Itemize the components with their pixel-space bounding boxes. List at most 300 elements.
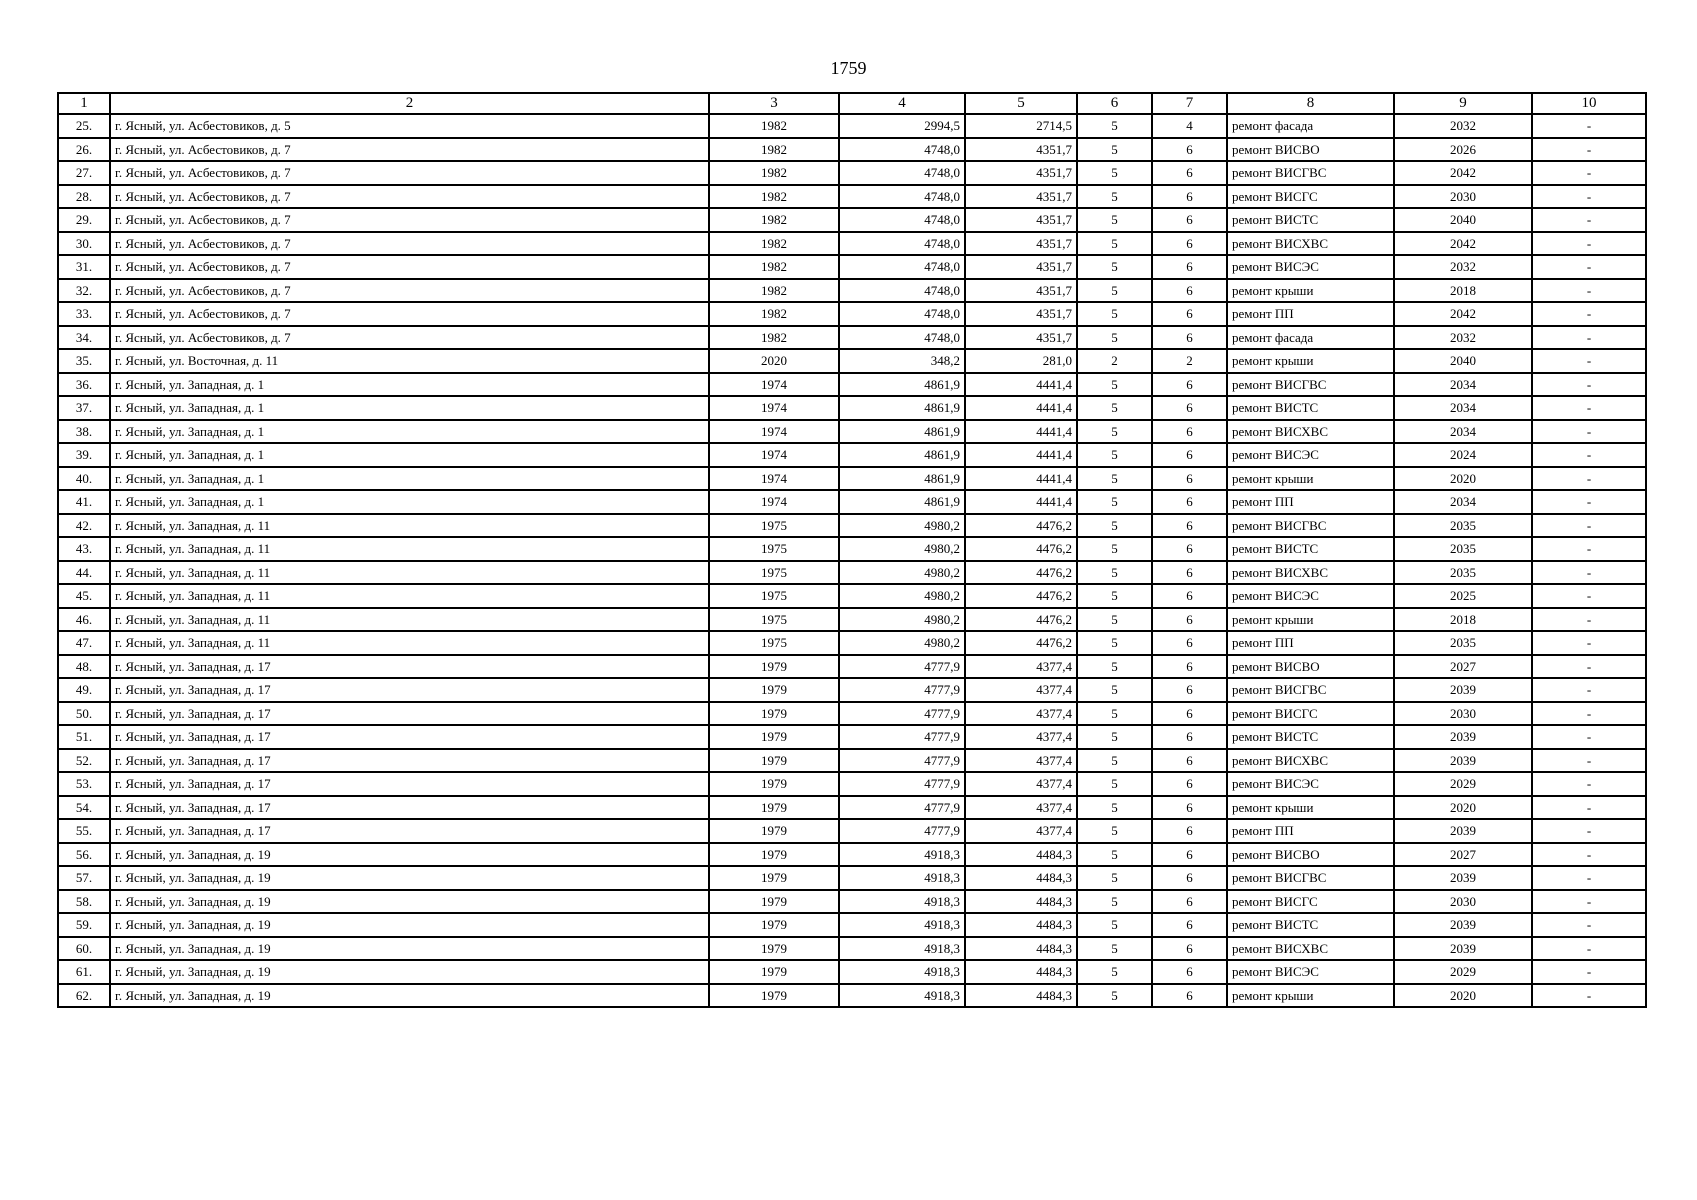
table-row (58, 467, 1646, 491)
cell-note: - (1532, 514, 1646, 538)
cell-entrances: 6 (1152, 396, 1227, 420)
cell-note: - (1532, 913, 1646, 937)
cell-work-type: ремонт крыши (1227, 608, 1394, 632)
cell-floors: 2 (1077, 349, 1152, 373)
cell-address: г. Ясный, ул. Асбестовиков, д. 7 (110, 279, 709, 303)
cell-build-year: 1974 (709, 420, 839, 444)
cell-planned-year: 2018 (1394, 608, 1532, 632)
cell-planned-year: 2042 (1394, 161, 1532, 185)
cell-living-area: 4351,7 (965, 302, 1077, 326)
cell-total-area: 2994,5 (839, 114, 965, 138)
column-header-5: 5 (965, 93, 1077, 114)
cell-note: - (1532, 843, 1646, 867)
cell-total-area: 4748,0 (839, 302, 965, 326)
cell-build-year: 1974 (709, 373, 839, 397)
cell-living-area: 4484,3 (965, 866, 1077, 890)
cell-entrances: 6 (1152, 913, 1227, 937)
cell-entrances: 2 (1152, 349, 1227, 373)
cell-entrances: 6 (1152, 302, 1227, 326)
cell-planned-year: 2040 (1394, 349, 1532, 373)
cell-planned-year: 2039 (1394, 866, 1532, 890)
cell-living-area: 4377,4 (965, 772, 1077, 796)
cell-build-year: 1982 (709, 326, 839, 350)
cell-total-area: 4777,9 (839, 819, 965, 843)
cell-total-area: 4918,3 (839, 984, 965, 1008)
column-header-2: 2 (110, 93, 709, 114)
cell-build-year: 1979 (709, 937, 839, 961)
cell-note: - (1532, 279, 1646, 303)
table-row (58, 396, 1646, 420)
cell-work-type: ремонт ПП (1227, 302, 1394, 326)
cell-living-area: 4377,4 (965, 678, 1077, 702)
cell-entrances: 6 (1152, 655, 1227, 679)
cell-build-year: 1982 (709, 138, 839, 162)
cell-work-type: ремонт ВИСХВС (1227, 561, 1394, 585)
cell-build-year: 1979 (709, 678, 839, 702)
cell-work-type: ремонт ВИСГС (1227, 185, 1394, 209)
cell-note: - (1532, 138, 1646, 162)
table-row (58, 584, 1646, 608)
cell-note: - (1532, 678, 1646, 702)
cell-note: - (1532, 326, 1646, 350)
cell-note: - (1532, 373, 1646, 397)
cell-floors: 5 (1077, 537, 1152, 561)
cell-build-year: 1979 (709, 913, 839, 937)
cell-total-area: 4918,3 (839, 843, 965, 867)
cell-entrances: 6 (1152, 843, 1227, 867)
cell-note: - (1532, 467, 1646, 491)
table-row (58, 960, 1646, 984)
cell-work-type: ремонт ВИСГС (1227, 890, 1394, 914)
cell-note: - (1532, 584, 1646, 608)
cell-total-area: 4748,0 (839, 255, 965, 279)
cell-row-number: 32. (58, 279, 110, 303)
cell-planned-year: 2026 (1394, 138, 1532, 162)
cell-work-type: ремонт крыши (1227, 796, 1394, 820)
cell-planned-year: 2039 (1394, 819, 1532, 843)
cell-floors: 5 (1077, 772, 1152, 796)
cell-living-area: 4441,4 (965, 490, 1077, 514)
cell-note: - (1532, 655, 1646, 679)
cell-total-area: 4980,2 (839, 514, 965, 538)
cell-total-area: 4918,3 (839, 960, 965, 984)
table-row (58, 725, 1646, 749)
cell-floors: 5 (1077, 866, 1152, 890)
cell-build-year: 1974 (709, 467, 839, 491)
cell-floors: 5 (1077, 608, 1152, 632)
cell-build-year: 1974 (709, 396, 839, 420)
cell-row-number: 46. (58, 608, 110, 632)
cell-work-type: ремонт крыши (1227, 984, 1394, 1008)
cell-planned-year: 2034 (1394, 490, 1532, 514)
cell-row-number: 62. (58, 984, 110, 1008)
column-header-7: 7 (1152, 93, 1227, 114)
cell-living-area: 4377,4 (965, 725, 1077, 749)
table-row (58, 537, 1646, 561)
cell-planned-year: 2035 (1394, 561, 1532, 585)
cell-planned-year: 2042 (1394, 232, 1532, 256)
cell-address: г. Ясный, ул. Западная, д. 1 (110, 467, 709, 491)
cell-total-area: 4777,9 (839, 749, 965, 773)
cell-floors: 5 (1077, 584, 1152, 608)
cell-row-number: 27. (58, 161, 110, 185)
cell-floors: 5 (1077, 279, 1152, 303)
cell-living-area: 4377,4 (965, 749, 1077, 773)
cell-row-number: 43. (58, 537, 110, 561)
cell-row-number: 58. (58, 890, 110, 914)
cell-entrances: 6 (1152, 420, 1227, 444)
cell-work-type: ремонт ВИСЭС (1227, 772, 1394, 796)
cell-planned-year: 2039 (1394, 749, 1532, 773)
cell-note: - (1532, 185, 1646, 209)
cell-planned-year: 2039 (1394, 725, 1532, 749)
cell-entrances: 6 (1152, 232, 1227, 256)
cell-row-number: 31. (58, 255, 110, 279)
table-row (58, 279, 1646, 303)
cell-total-area: 4980,2 (839, 608, 965, 632)
cell-floors: 5 (1077, 913, 1152, 937)
cell-floors: 5 (1077, 514, 1152, 538)
cell-note: - (1532, 396, 1646, 420)
cell-floors: 5 (1077, 208, 1152, 232)
cell-work-type: ремонт ВИСГВС (1227, 161, 1394, 185)
cell-work-type: ремонт ВИСВО (1227, 138, 1394, 162)
cell-entrances: 6 (1152, 326, 1227, 350)
cell-entrances: 6 (1152, 608, 1227, 632)
cell-build-year: 1982 (709, 302, 839, 326)
cell-row-number: 48. (58, 655, 110, 679)
cell-living-area: 4377,4 (965, 702, 1077, 726)
cell-note: - (1532, 702, 1646, 726)
cell-entrances: 6 (1152, 866, 1227, 890)
cell-living-area: 4351,7 (965, 208, 1077, 232)
cell-planned-year: 2020 (1394, 984, 1532, 1008)
cell-build-year: 1974 (709, 443, 839, 467)
cell-planned-year: 2029 (1394, 960, 1532, 984)
cell-floors: 5 (1077, 302, 1152, 326)
cell-note: - (1532, 796, 1646, 820)
table-row (58, 796, 1646, 820)
cell-work-type: ремонт ВИСХВС (1227, 420, 1394, 444)
cell-note: - (1532, 537, 1646, 561)
cell-entrances: 6 (1152, 443, 1227, 467)
cell-floors: 5 (1077, 114, 1152, 138)
cell-work-type: ремонт ВИСГВС (1227, 866, 1394, 890)
cell-work-type: ремонт крыши (1227, 279, 1394, 303)
table-row (58, 185, 1646, 209)
cell-entrances: 6 (1152, 185, 1227, 209)
cell-entrances: 6 (1152, 514, 1227, 538)
cell-planned-year: 2035 (1394, 537, 1532, 561)
cell-entrances: 6 (1152, 725, 1227, 749)
cell-note: - (1532, 749, 1646, 773)
cell-row-number: 42. (58, 514, 110, 538)
cell-floors: 5 (1077, 467, 1152, 491)
cell-row-number: 49. (58, 678, 110, 702)
cell-floors: 5 (1077, 960, 1152, 984)
cell-work-type: ремонт ВИСТС (1227, 537, 1394, 561)
table-row (58, 326, 1646, 350)
cell-total-area: 4777,9 (839, 725, 965, 749)
cell-entrances: 6 (1152, 960, 1227, 984)
cell-build-year: 1979 (709, 702, 839, 726)
cell-living-area: 4484,3 (965, 960, 1077, 984)
cell-work-type: ремонт ВИСТС (1227, 208, 1394, 232)
cell-build-year: 1979 (709, 819, 839, 843)
table-row (58, 208, 1646, 232)
cell-address: г. Ясный, ул. Западная, д. 17 (110, 678, 709, 702)
cell-row-number: 30. (58, 232, 110, 256)
cell-address: г. Ясный, ул. Западная, д. 19 (110, 890, 709, 914)
cell-entrances: 6 (1152, 749, 1227, 773)
table-row (58, 114, 1646, 138)
cell-address: г. Ясный, ул. Западная, д. 11 (110, 561, 709, 585)
cell-work-type: ремонт крыши (1227, 349, 1394, 373)
cell-build-year: 1975 (709, 537, 839, 561)
cell-living-area: 4377,4 (965, 819, 1077, 843)
cell-row-number: 60. (58, 937, 110, 961)
table-row (58, 937, 1646, 961)
cell-build-year: 1982 (709, 232, 839, 256)
cell-total-area: 4777,9 (839, 702, 965, 726)
cell-planned-year: 2034 (1394, 420, 1532, 444)
column-header-10: 10 (1532, 93, 1646, 114)
cell-work-type: ремонт ВИСТС (1227, 913, 1394, 937)
cell-note: - (1532, 984, 1646, 1008)
cell-living-area: 4351,7 (965, 232, 1077, 256)
table-row (58, 913, 1646, 937)
cell-total-area: 4748,0 (839, 279, 965, 303)
cell-work-type: ремонт фасада (1227, 326, 1394, 350)
cell-work-type: ремонт ВИСВО (1227, 843, 1394, 867)
cell-address: г. Ясный, ул. Западная, д. 19 (110, 937, 709, 961)
cell-entrances: 6 (1152, 561, 1227, 585)
cell-address: г. Ясный, ул. Восточная, д. 11 (110, 349, 709, 373)
cell-living-area: 2714,5 (965, 114, 1077, 138)
cell-total-area: 4861,9 (839, 443, 965, 467)
cell-work-type: ремонт ВИСЭС (1227, 443, 1394, 467)
cell-planned-year: 2034 (1394, 373, 1532, 397)
cell-living-area: 4484,3 (965, 890, 1077, 914)
cell-floors: 5 (1077, 255, 1152, 279)
cell-planned-year: 2035 (1394, 631, 1532, 655)
cell-address: г. Ясный, ул. Западная, д. 17 (110, 819, 709, 843)
table-row (58, 561, 1646, 585)
cell-address: г. Ясный, ул. Западная, д. 11 (110, 584, 709, 608)
table-row (58, 514, 1646, 538)
cell-note: - (1532, 960, 1646, 984)
cell-entrances: 6 (1152, 584, 1227, 608)
cell-address: г. Ясный, ул. Асбестовиков, д. 5 (110, 114, 709, 138)
cell-row-number: 51. (58, 725, 110, 749)
cell-row-number: 35. (58, 349, 110, 373)
cell-work-type: ремонт ПП (1227, 631, 1394, 655)
table-row (58, 349, 1646, 373)
cell-row-number: 40. (58, 467, 110, 491)
cell-planned-year: 2039 (1394, 678, 1532, 702)
cell-planned-year: 2018 (1394, 279, 1532, 303)
table-row (58, 890, 1646, 914)
cell-total-area: 348,2 (839, 349, 965, 373)
cell-entrances: 6 (1152, 467, 1227, 491)
cell-build-year: 1982 (709, 279, 839, 303)
cell-build-year: 1982 (709, 161, 839, 185)
cell-floors: 5 (1077, 655, 1152, 679)
cell-address: г. Ясный, ул. Асбестовиков, д. 7 (110, 255, 709, 279)
cell-living-area: 4351,7 (965, 185, 1077, 209)
cell-note: - (1532, 161, 1646, 185)
cell-living-area: 4351,7 (965, 279, 1077, 303)
cell-build-year: 1982 (709, 255, 839, 279)
cell-row-number: 44. (58, 561, 110, 585)
cell-entrances: 6 (1152, 208, 1227, 232)
cell-planned-year: 2025 (1394, 584, 1532, 608)
cell-floors: 5 (1077, 819, 1152, 843)
cell-address: г. Ясный, ул. Асбестовиков, д. 7 (110, 161, 709, 185)
cell-planned-year: 2020 (1394, 467, 1532, 491)
cell-row-number: 36. (58, 373, 110, 397)
cell-row-number: 57. (58, 866, 110, 890)
cell-entrances: 6 (1152, 937, 1227, 961)
cell-row-number: 41. (58, 490, 110, 514)
cell-living-area: 281,0 (965, 349, 1077, 373)
cell-address: г. Ясный, ул. Западная, д. 11 (110, 537, 709, 561)
cell-living-area: 4476,2 (965, 537, 1077, 561)
cell-build-year: 1979 (709, 890, 839, 914)
table-row (58, 255, 1646, 279)
cell-work-type: ремонт ВИСЭС (1227, 255, 1394, 279)
cell-build-year: 1975 (709, 631, 839, 655)
table-row (58, 843, 1646, 867)
cell-planned-year: 2035 (1394, 514, 1532, 538)
cell-floors: 5 (1077, 138, 1152, 162)
cell-planned-year: 2020 (1394, 796, 1532, 820)
column-header-9: 9 (1394, 93, 1532, 114)
cell-address: г. Ясный, ул. Западная, д. 17 (110, 749, 709, 773)
cell-total-area: 4980,2 (839, 584, 965, 608)
cell-row-number: 39. (58, 443, 110, 467)
column-header-4: 4 (839, 93, 965, 114)
cell-build-year: 1974 (709, 490, 839, 514)
cell-floors: 5 (1077, 725, 1152, 749)
cell-floors: 5 (1077, 443, 1152, 467)
cell-entrances: 6 (1152, 255, 1227, 279)
cell-note: - (1532, 608, 1646, 632)
cell-total-area: 4748,0 (839, 208, 965, 232)
cell-planned-year: 2027 (1394, 843, 1532, 867)
cell-living-area: 4351,7 (965, 255, 1077, 279)
cell-note: - (1532, 490, 1646, 514)
cell-work-type: ремонт ПП (1227, 819, 1394, 843)
cell-address: г. Ясный, ул. Западная, д. 17 (110, 772, 709, 796)
cell-work-type: ремонт ПП (1227, 490, 1394, 514)
cell-row-number: 55. (58, 819, 110, 843)
cell-address: г. Ясный, ул. Западная, д. 1 (110, 396, 709, 420)
cell-address: г. Ясный, ул. Асбестовиков, д. 7 (110, 302, 709, 326)
cell-planned-year: 2032 (1394, 114, 1532, 138)
cell-work-type: ремонт ВИСХВС (1227, 749, 1394, 773)
cell-floors: 5 (1077, 890, 1152, 914)
table-row (58, 678, 1646, 702)
cell-row-number: 37. (58, 396, 110, 420)
cell-total-area: 4861,9 (839, 467, 965, 491)
cell-planned-year: 2027 (1394, 655, 1532, 679)
table-row (58, 749, 1646, 773)
cell-living-area: 4441,4 (965, 467, 1077, 491)
table-row (58, 984, 1646, 1008)
cell-floors: 5 (1077, 373, 1152, 397)
cell-address: г. Ясный, ул. Западная, д. 17 (110, 725, 709, 749)
cell-total-area: 4777,9 (839, 678, 965, 702)
table-row (58, 819, 1646, 843)
cell-floors: 5 (1077, 678, 1152, 702)
cell-floors: 5 (1077, 702, 1152, 726)
cell-build-year: 1982 (709, 185, 839, 209)
column-header-1: 1 (58, 93, 110, 114)
cell-living-area: 4484,3 (965, 984, 1077, 1008)
cell-address: г. Ясный, ул. Западная, д. 11 (110, 631, 709, 655)
cell-floors: 5 (1077, 631, 1152, 655)
cell-living-area: 4441,4 (965, 373, 1077, 397)
cell-address: г. Ясный, ул. Западная, д. 1 (110, 490, 709, 514)
cell-total-area: 4918,3 (839, 866, 965, 890)
cell-total-area: 4748,0 (839, 232, 965, 256)
cell-address: г. Ясный, ул. Западная, д. 11 (110, 608, 709, 632)
cell-entrances: 6 (1152, 984, 1227, 1008)
cell-work-type: ремонт крыши (1227, 467, 1394, 491)
cell-row-number: 54. (58, 796, 110, 820)
cell-build-year: 1979 (709, 772, 839, 796)
cell-note: - (1532, 725, 1646, 749)
cell-floors: 5 (1077, 937, 1152, 961)
cell-address: г. Ясный, ул. Западная, д. 17 (110, 796, 709, 820)
cell-total-area: 4980,2 (839, 631, 965, 655)
cell-build-year: 2020 (709, 349, 839, 373)
cell-planned-year: 2024 (1394, 443, 1532, 467)
table-row (58, 655, 1646, 679)
cell-floors: 5 (1077, 490, 1152, 514)
cell-living-area: 4377,4 (965, 655, 1077, 679)
cell-total-area: 4777,9 (839, 655, 965, 679)
cell-planned-year: 2039 (1394, 937, 1532, 961)
cell-note: - (1532, 819, 1646, 843)
cell-living-area: 4351,7 (965, 161, 1077, 185)
cell-entrances: 6 (1152, 490, 1227, 514)
cell-note: - (1532, 232, 1646, 256)
cell-row-number: 50. (58, 702, 110, 726)
cell-entrances: 6 (1152, 890, 1227, 914)
cell-address: г. Ясный, ул. Западная, д. 19 (110, 960, 709, 984)
cell-build-year: 1979 (709, 843, 839, 867)
cell-row-number: 29. (58, 208, 110, 232)
cell-planned-year: 2032 (1394, 326, 1532, 350)
cell-address: г. Ясный, ул. Западная, д. 17 (110, 655, 709, 679)
table-row (58, 702, 1646, 726)
cell-build-year: 1975 (709, 608, 839, 632)
table-row (58, 373, 1646, 397)
cell-note: - (1532, 114, 1646, 138)
cell-build-year: 1975 (709, 514, 839, 538)
cell-floors: 5 (1077, 396, 1152, 420)
cell-row-number: 25. (58, 114, 110, 138)
cell-planned-year: 2032 (1394, 255, 1532, 279)
cell-work-type: ремонт ВИСЭС (1227, 584, 1394, 608)
cell-address: г. Ясный, ул. Асбестовиков, д. 7 (110, 185, 709, 209)
cell-address: г. Ясный, ул. Западная, д. 11 (110, 514, 709, 538)
cell-row-number: 52. (58, 749, 110, 773)
cell-total-area: 4861,9 (839, 373, 965, 397)
cell-build-year: 1979 (709, 725, 839, 749)
